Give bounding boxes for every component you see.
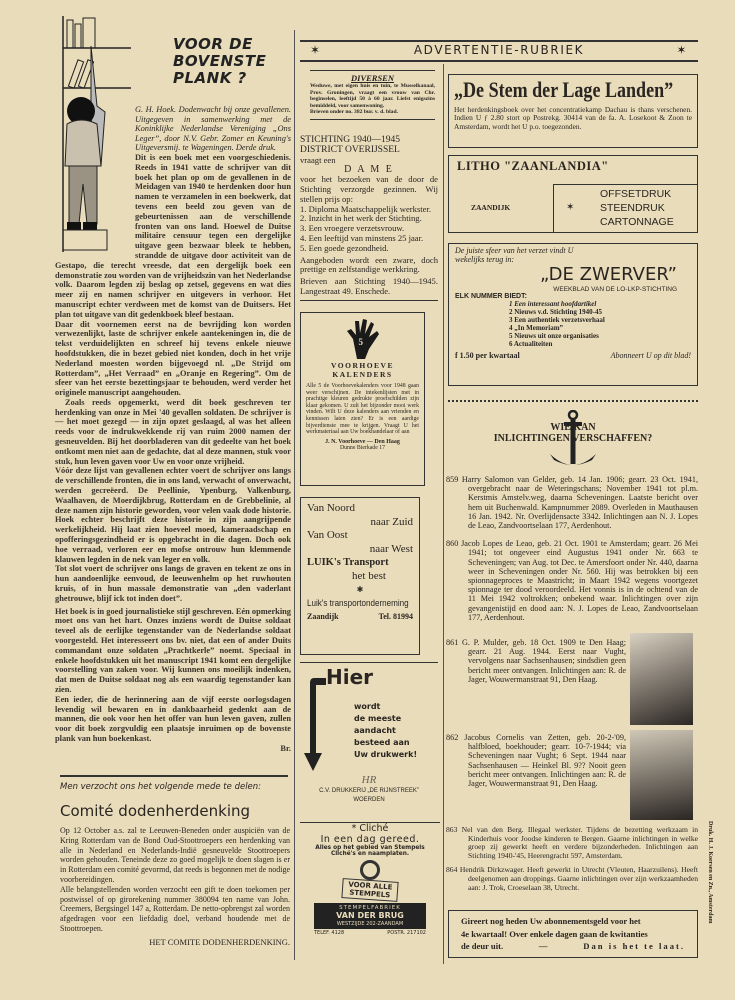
zwerver-item: 5 Nieuws uit onze organisaties bbox=[509, 332, 599, 340]
litho-service: OFFSETDRUK bbox=[600, 188, 672, 200]
signature: Br. bbox=[280, 743, 291, 753]
cliche-line: In een dag gereed. bbox=[320, 834, 420, 845]
gireert-line: de deur uit. bbox=[461, 941, 504, 951]
luik-company: Luik's transportonderneming bbox=[307, 597, 409, 609]
zwerver-item: 6 Actualiteiten bbox=[509, 340, 553, 348]
litho-title: LITHO "ZAANLANDIA" bbox=[457, 159, 609, 173]
gireert-line: Dan is het te laat. bbox=[583, 941, 685, 951]
stem-title: „De Stem der Lage Landen” bbox=[454, 77, 674, 102]
star-icon: ✶ bbox=[566, 202, 575, 213]
luik-place: Zaandijk bbox=[307, 612, 339, 621]
litho-zaanlandia-ad bbox=[448, 155, 698, 233]
cliche-sub: Alles op het gebied van Stempels bbox=[315, 845, 425, 851]
printer-city: WOERDEN bbox=[353, 797, 385, 803]
printer-imprint: Druk. H. J. Koersen en Zn., Amsterdam bbox=[707, 821, 713, 924]
portrait-photo-mulder bbox=[630, 633, 693, 725]
diversen-ad bbox=[310, 70, 435, 120]
cliche-tel: TELEF. 4128 bbox=[314, 930, 345, 936]
voorhoeve-text: Alle 5 de Voorhoevekalenders voor 1948 gaan weer verschijnen. De intekenlijsten met in prachtige kleuren gedrukte proefschilden zijn klaar gekomen. U zult het bijzonder mooi werk vinden. Wilt U deze kalenders aan vrienden en kennissen laten zien? Er is een aardige bijverdienste mee te krijgen. Vraagt U het werkmateriaal aan Uw boekhandelaar of aan bbox=[306, 383, 419, 436]
column-rule bbox=[294, 30, 295, 960]
stichting-item: 3. Een vroegere verzetsvrouw. bbox=[300, 223, 405, 234]
zwerver-item: 2 Nieuws v.d. Stichting 1940-45 bbox=[509, 308, 602, 316]
star-icon: ✶ bbox=[676, 43, 688, 57]
column-rule bbox=[443, 64, 444, 964]
stem-lage-landen-ad bbox=[448, 74, 698, 148]
stempelfabriek-ad bbox=[300, 822, 440, 937]
arrow-down-icon bbox=[302, 675, 332, 775]
list-item: 859 Harry Salomon van Gelder, geb. 14 Jan. 1906; gearr. 23 Oct. 1941, overgebracht naar de Weteringschans; November 1941 tot pl.m. Kerstmis Amstelv.weg, daarna Scheveningen. Laatste bericht over hem uit Buchenwald. Kampnummer 2089. Overleden in Mauthausen 16 Jan. 1942. Nr. Overlijdensacte 3342. Inlichtingen aan N. J. Lopes de Leao, Zandvoortselaan 177, Aerdenhout. bbox=[446, 475, 698, 531]
portrait-photo-van-zetten bbox=[630, 730, 693, 820]
stichting-item: 2. Inzicht in het werk der Stichting. bbox=[300, 213, 422, 224]
banner-line: STEMPELFABRIEK bbox=[339, 905, 401, 911]
article-title bbox=[173, 36, 291, 87]
paragraph: Een ieder, die de herinnering aan de vijf eerste oorlogsdagen levendig wil bewaren en in dankbaarheid gedenkt aan de mannen, die ook voor hen het offer van hun leven gaven, zullen voor dit boek zorgvuldig een plaatsje inruimen op de bovenste plank van hun boekenkast. bbox=[55, 694, 291, 743]
hier-line: wordt bbox=[354, 702, 381, 711]
star-icon: ✶ bbox=[310, 43, 322, 57]
notice-paragraph: Alle belangstellenden worden verzocht een gift te doen toekomen per postwissel of op girorekening nummer 380094 ten name van John. Creemers, Bergsingel 147 a, Rotterdam. De netto-opbrengst zal worden afgedragen voor een liefdadig doel, verband houdende met de Stoottroepen. bbox=[60, 884, 290, 933]
paragraph: Dit is een boek met een voorgeschiedenis. Reeds in 1941 vatte de schrijver van dit boek het plan op om de gevallenen in de Meidagen van 1940 te herdenken door hun namen te verzamelen in een boekwerk, dat tevens een beeld zou geven van de gebeurtenissen aan de verschillende fronten van ons land. Hoewel de Duitse militaire censuur tegen een dergelijke uitgave geen bezwaar bleek te hebben, strandde de uitgave door activiteit van de Gestapo, die terecht vreesde, dat een dergelijk boek een demonstratie zou worden van de vrijheidszin van het Nederlandse volk. Daarom legden zij beslag op zetsel, gegevens en wat dies meer zij en namen schrijver en uitgevers in verhoor. Het manuscript echter verdween met de komst van de Duitsers. Het plan tot uitgave van dit gedenkboek bleef bestaan. bbox=[55, 152, 291, 319]
stichting-line: DISTRICT OVERIJSSEL bbox=[300, 144, 400, 155]
title-line: BOVENSTE bbox=[173, 52, 267, 70]
hier-line: de meeste bbox=[354, 714, 402, 723]
missing-persons-list-part3 bbox=[446, 733, 626, 797]
litho-place: ZAANDIJK bbox=[471, 203, 511, 212]
luik-line: naar West bbox=[369, 542, 413, 555]
header-rule-top bbox=[300, 40, 698, 42]
hier-title: Hier bbox=[326, 665, 374, 689]
list-item: 861 G. P. Mulder, geb. 18 Oct. 1909 te Den Haag; gearr. 21 Aug. 1944. Eerst naar Vught, vervolgens naar Sachsenhausen; sindsdien geen bericht meer ontvangen. Inlichtingen aan: R. de Jager, Wouwermanstraat 91, Den Haag. bbox=[446, 638, 626, 684]
header-rule-bottom bbox=[300, 60, 698, 62]
hier-line: besteed aan bbox=[354, 738, 410, 747]
luik-line: naar Zuid bbox=[370, 515, 413, 528]
advertentie-header bbox=[300, 43, 698, 57]
missing-persons-list-part4 bbox=[446, 826, 698, 901]
voorhoeve-address: Dunne Bierkade 17 bbox=[339, 444, 386, 451]
list-item: 863 Nel van den Berg. Illegaal werkster. Tijdens de bezetting werkzaam in Kinderhuis voor Joodse kinderen te Bergen. Gaarne inlichtingen in welke groep zij gewerkt heeft en verdere bijzonderheden. Inlichtingen aan Stichting 1940-'45, Heerengracht 597, Amsterdam. bbox=[446, 825, 698, 860]
voorhoeve-title: VOORHOEVE bbox=[331, 361, 394, 370]
zwerver-title: „DE ZWERVER” bbox=[539, 264, 677, 285]
zwerver-cta: Abonneert U op dit blad! bbox=[610, 351, 691, 360]
zwerver-offer: ELK NUMMER BIEDT: bbox=[455, 293, 527, 300]
missing-persons-list bbox=[446, 475, 698, 631]
paragraph: Daar dit voornemen eerst na de bevrijding kon worden verwezenlijkt, laste de schrijver enkele aantekeningen in, die de tekst verduidelijkten en schreef hij tevens enkele nieuwe hoofdstukken, die in bezet gebied niet konden, doch in het vrije Nederland moesten worden bijgevoegd nl. „De Strijd om Rotterdam”, „Het Verraad” en „Oranje en Regering”. Om de sfeer van het eerste bezettingsjaar te behouden, werd verder het originele manuscript aangehouden. bbox=[55, 319, 291, 398]
cliche-sub: Cliché's en naamplaten. bbox=[330, 851, 410, 857]
hand-number: 5 bbox=[358, 337, 363, 347]
stichting-text: voor het bezoeken van de door de Stichting verzorgde gezinnen. Wij stellen prijs op: bbox=[300, 174, 438, 204]
star-icon: ✱ bbox=[356, 585, 364, 594]
luik-tagline: het best bbox=[352, 569, 386, 582]
stichting-line: vraagt een bbox=[300, 154, 336, 165]
stichting-item: 5. Een goede gezondheid. bbox=[300, 242, 389, 253]
hier-line: Uw drukwerk! bbox=[354, 750, 418, 759]
stamp-handle-icon bbox=[360, 860, 380, 880]
notice-signature: HET COMITE DODENHERDENKING. bbox=[149, 936, 290, 947]
drukkerij-rijnstreek-ad bbox=[300, 662, 438, 817]
paragraph: Het boek is in goed journalistieke stijl geschreven. Eén opmerking moet ons van het hart. Onzes inziens wordt de Duitse soldaat teveel als de eerlijke tegenstander van de Nederlandse soldaat voorgesteld. Het interesseert ons bv. niet, dat een of ander Duits commandant onze soldaten „Prachtkerle” noemt. Speciaal in enkele hoofdstukken uit het manuscript 1941 komt een dergelijke voorstelling van zaken voor. Wij kunnen ons moeilijk indenken, dat men de Duitse soldaat nog als een waardig tegenstander kan zien. bbox=[55, 606, 291, 694]
notice-title: Comité dodenherdenking bbox=[60, 802, 251, 820]
stichting-item: 1. Diploma Maatschappelijk werkster. bbox=[300, 203, 432, 214]
company-banner bbox=[314, 903, 426, 929]
wavy-divider bbox=[448, 400, 698, 402]
zwerver-item: 1 Een interessant hoofdartikel bbox=[509, 300, 597, 308]
gireert-line: 4e kwartaal! Over enkele dagen gaan de kwitanties bbox=[461, 928, 648, 939]
wie-kan-title bbox=[448, 410, 698, 444]
stichting-item: 4. Een leeftijd van minstens 25 jaar. bbox=[300, 232, 424, 243]
list-item: 862 Jacobus Cornelis van Zetten, geb. 20-2-'09, halfbloed, boekhouder; gearr. 10-7-1944; via Scheveningen naar Vught; 6 Sept. 1944 naar Sachsenhausen — Heinkel Bl. 9?? Nooit geen bericht meer ontvangen. Inlichtingen aan: R. de Jager, Wouwermanstraat 91, Den Haag. bbox=[446, 733, 626, 789]
printer-name: C.V. DRUKKERIJ „DE RIJNSTREEK” bbox=[319, 788, 419, 794]
stichting-offer: Aangeboden wordt een zware, doch prettige en zelfstandige werkkring. bbox=[300, 254, 438, 275]
paragraph: Zoals reeds opgemerkt, werd dit boek geschreven ter herdenking van onze in Mei '40 gevallen soldaten. De schrijver is — het moet gezegd — in zijn opzet geslaagd, al was het alleen reeds voor de indrukwekkende rij van ruim 2000 namen der gesneuvelden. Bij het doorbladeren van dit gedeelte van het boek ontkomt men niet aan de gedachte, dat al deze mannen, stuk voor stuk, hun leven gaven voor Uw en voor onze vrijheid. bbox=[55, 397, 291, 466]
luik-tel: Tel. 81994 bbox=[378, 612, 413, 621]
wie-kan-header bbox=[448, 410, 698, 472]
cliche-postr: POSTR. 217102 bbox=[387, 930, 426, 936]
stichting-ad bbox=[300, 136, 438, 301]
stichting-reply: Brieven aan Stichting 1940—1945. Langestraat 49. Enschede. bbox=[300, 276, 438, 296]
stamp-text: VOOR ALLE bbox=[347, 880, 393, 892]
banner-line: WESTZIJDE 202-ZAANDAM bbox=[336, 921, 404, 927]
stichting-title: D A M E bbox=[344, 164, 394, 176]
header-title: ADVERTENTIE-RUBRIEK bbox=[413, 43, 585, 57]
stamp-text: STEMPELS bbox=[348, 888, 391, 900]
list-item: 864 Hendrik Dirkzwager. Heeft gewerkt in Utrecht (Vleuten, Haarzuilens). Heeft deelgenomen aan droppings. Gaarne inlichtingen over zijn werkzaamheden aan: J. Trok, Croeselaan 38, Utrecht. bbox=[446, 865, 698, 892]
luik-line: Van Oost bbox=[307, 529, 348, 541]
notice-paragraph: Op 12 October a.s. zal te Leeuwen-Beneden onder auspiciën van de Kring Rotterdam van de Bond Oud-Stoottroepers een herdenking van alle in Nederland en Nederlands-Indië gesneuvelde Stoottroepers worden gehouden. Teneinde deze zo goed mogelijk te doen slagen is er in Rotterdam een comité gevormd, dat reeds is begonnen met de nodige voorbereidingen. bbox=[60, 826, 290, 884]
de-zwerver-ad bbox=[448, 243, 698, 386]
zwerver-item: 4 „In Memoriam” bbox=[509, 324, 564, 332]
notice-kicker: Men verzocht ons het volgende mede te delen: bbox=[60, 782, 262, 792]
divider bbox=[60, 775, 288, 777]
article-intro: G. H. Hoek. Dodenwacht bij onze gevallenen. Uitgegeven in samenwerking met de Koninklijke Nederlandse Vereniging „Ons Leger”, door N.V. Gebr. Zomer en Keuning's Uitgeversmij. te Wageningen. Derde druk. bbox=[135, 105, 291, 153]
dash: — bbox=[538, 941, 548, 951]
gireert-notice bbox=[448, 910, 698, 958]
voorhoeve-title: KALENDERS bbox=[332, 370, 393, 379]
zwerver-subtitle: WEEKBLAD VAN DE LO-LKP-STICHTING bbox=[553, 286, 677, 293]
hand-icon bbox=[345, 317, 381, 361]
zwerver-price: f 1.50 per kwartaal bbox=[455, 351, 520, 360]
list-item: 860 Jacob Lopes de Leao, geb. 21 Oct. 1901 te Amsterdam; gearr. 26 Mei 1941; tot ongeveer eind Augustus 1941 onder Nr. 663 te Scheveningen; van Aug. tot Dec. te Amersfoort onder Nr. 440, daarna weer in Scheveningen onder Nr. 560. Hij was betrokken bij een spionnageproces te Maastricht; in Maart 1942 wegens voortgezet spionnage ter dood veroordeeld. Het vonnis is in de ochtend van de 11 Mei 1942 voltrokken; onbekend waar. Inlichtingen over zijn gevangenistijd en dood aan: N. J. Lopes de Leao, Zandvoortselaan 177, Aerdenhout. bbox=[446, 539, 698, 622]
litho-service: CARTONNAGE bbox=[600, 216, 674, 228]
stamp-icon bbox=[341, 878, 398, 902]
stichting-line: STICHTING 1940—1945 bbox=[300, 135, 401, 145]
luik-line: Van Noord bbox=[307, 502, 355, 514]
banner-line: VAN DER BRUG bbox=[336, 911, 404, 920]
missing-persons-list-part2 bbox=[446, 638, 626, 693]
voorhoeve-ad bbox=[300, 312, 425, 486]
zwerver-item: 3 Een authentiek verzetsverhaal bbox=[509, 316, 605, 324]
comite-notice bbox=[60, 782, 290, 947]
man-reaching-bookshelf-illustration bbox=[53, 16, 129, 254]
luik-transport-ad bbox=[300, 497, 420, 655]
paragraph: Vóór deze lijst van gevallenen echter voert de schrijver ons langs de verschillende fronten, die in ons land, verwacht of onverwacht, werden gecreëerd. De Peellinie, Ypenburg, Valkenburg, Waalhaven, de Moerdijkbrug, Rotterdam en de Grebbelinie, al deze namen zijn historie geworden, voor velen vaak dode historie. Hoek echter beschrijft deze historie in zijn aangrijpende werkelijkheid. Hij laat zien hoeveel moed, kameraadschap en opofferingsgezindheid er is opgebracht in die dagen. Doch ook hoe verraad, verloren eer en mofse ontrouw hun klemmende klauwen legden in de nek van leger en volk. bbox=[55, 466, 291, 564]
cliche-title: * Cliché bbox=[351, 823, 389, 834]
voorhoeve-sender: J. N. Voorhoeve — Den Haag bbox=[325, 438, 400, 445]
litho-services bbox=[553, 184, 698, 232]
diversen-title: DIVERSEN bbox=[351, 73, 394, 83]
title-line: PLANK ? bbox=[173, 69, 247, 87]
litho-service: STEENDRUK bbox=[600, 202, 665, 214]
title-line: VOOR DE bbox=[173, 35, 253, 53]
printer-logo: HR bbox=[361, 774, 377, 786]
book-review-article bbox=[55, 18, 291, 754]
wie-kan-title-line: WIE KAN bbox=[550, 422, 596, 433]
diversen-text: Weduwe, met eigen huis en tuin, te Musselkanaal, Prov. Groningen, vraagt een vrouw van Chr. beginselen, leeftijd 50 à 60 jaar. Liefst enigszins bemiddeld, voor samenwoning. bbox=[310, 83, 435, 109]
paragraph: Tot slot voert de schrijver ons langs de graven en tekent ze ons in hun aandoenlijke eenvoud, de leeuwenhelm op het ruwhouten kruis, of in hun massale demonstratie van „den vaderlant ghetrouwe, blijf ick tot inden doet”. bbox=[55, 564, 291, 603]
wie-kan-title-line: INLICHTINGEN VERSCHAFFEN? bbox=[493, 433, 653, 444]
hier-line: aandacht bbox=[354, 726, 396, 735]
luik-brand: LUIK's Transport bbox=[307, 557, 389, 568]
zwerver-intro: De juiste sfeer van het verzet vindt U wekelijks terug in: bbox=[455, 246, 574, 264]
diversen-reply: Brieven onder no. 382 bur. v. d. blad. bbox=[310, 109, 398, 116]
gireert-line: Gireert nog heden Uw abonnementsgeld voor het bbox=[461, 916, 641, 926]
stem-text: Het herdenkingsboek over het concentratiekamp Dachau is thans verschenen. Indien U ƒ 2.80 stort op Postrekg. 30414 van de fa. A. Losekoot & Zoon te Amsterdam, wordt het U p.o. toegezonden. bbox=[454, 105, 692, 131]
